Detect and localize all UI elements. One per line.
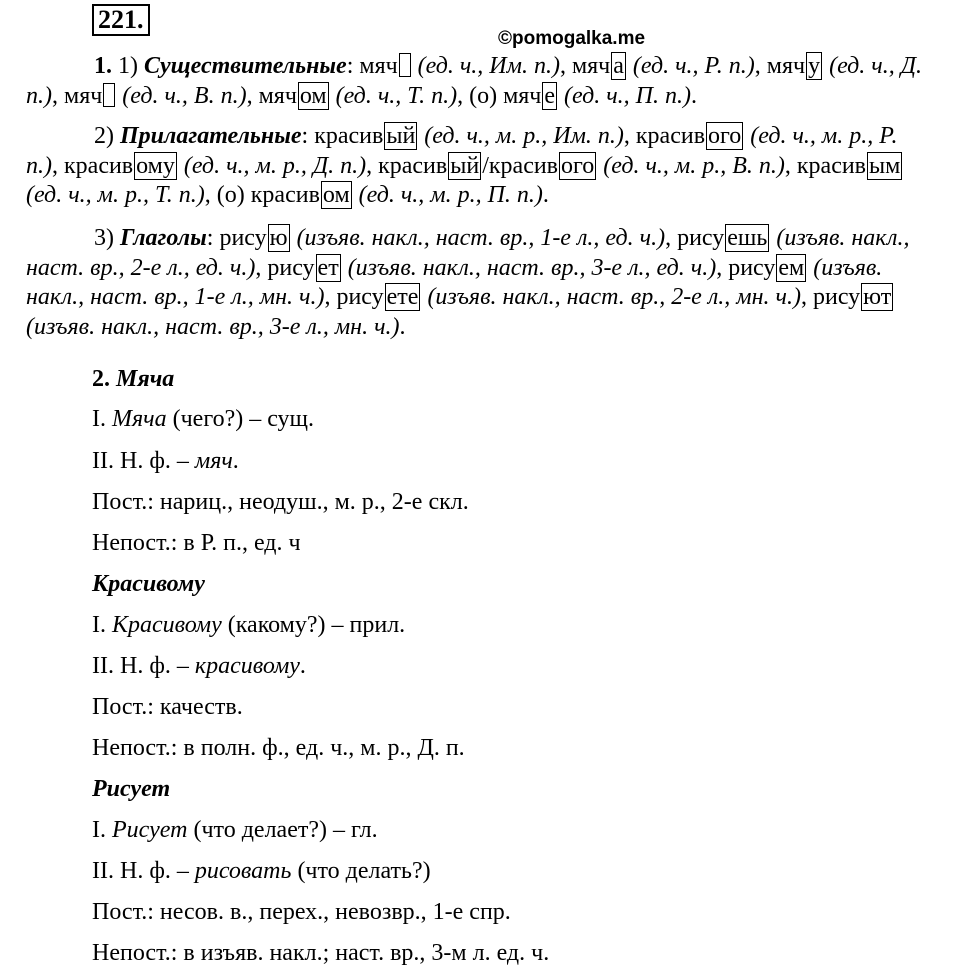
noun-form: (о) мяч е (ед. ч., П. п.) [469, 82, 691, 109]
ending-box: ом [322, 182, 350, 208]
ending-box: ому [136, 152, 175, 179]
analysis-line: II. Н. ф. – мяч. [92, 448, 239, 474]
adjective-form: красив ому (ед. ч., м. р., Д. п.) [64, 152, 367, 179]
verbs-title: Глаголы [120, 225, 207, 251]
noun-form: мяч (ед. ч., В. п.) [64, 82, 247, 109]
ending-box: ете [386, 284, 419, 310]
exercise-number: 221. [92, 4, 150, 36]
analysis-line: II. Н. ф. – рисовать (что делать?) [92, 858, 431, 884]
verb-form: рису ешь (изъяв. накл., наст. вр., 2-е л., ед. ч.) [26, 225, 910, 281]
ending-box: ый [450, 152, 480, 179]
analysis-line: II. Н. ф. – красивому. [92, 653, 306, 679]
ending-box: ем [778, 254, 805, 281]
ending-box: ют [863, 284, 892, 310]
verb-form: рису ю (изъяв. накл., наст. вр., 1-е л., ед. ч.) [219, 225, 666, 251]
zero-ending-box [399, 53, 411, 77]
analysis-line: Пост.: несов. в., перех., невозвр., 1-е спр. [92, 899, 511, 925]
word-heading [92, 774, 170, 804]
noun-form: мяч (ед. ч., Им. п.) [359, 53, 560, 79]
adjectives-sub-number: 2) [94, 123, 114, 149]
ending-box: ом [299, 82, 327, 109]
ending-box: ого [708, 123, 742, 149]
adjective-form: красив ым (ед. ч., м. р., Т. п.) [26, 152, 901, 208]
part2-number: 2. [92, 366, 110, 392]
part1-number: 1. [94, 53, 112, 79]
analysis-line: Пост.: качеств. [92, 694, 243, 720]
analysis-line: I. Рисует (что делает?) – гл. [92, 817, 378, 843]
analysis-line: I. Красивому (какому?) – прил. [92, 612, 406, 638]
verb-form: рису ют (изъяв. накл., наст. вр., 3-е л., мн. ч.) [26, 284, 892, 340]
adjectives-title: Прилагательные [120, 123, 302, 149]
adjective-form: красив ый (ед. ч., м. р., Им. п.) [314, 123, 624, 149]
word-title: Рисует [92, 776, 171, 802]
ending-box: ешь [727, 225, 768, 251]
analysis-line: Непост.: в Р. п., ед. ч [92, 530, 301, 556]
analysis-line: I. Мяча (чего?) – сущ. [92, 406, 315, 432]
analysis-line: Непост.: в изъяв. накл.; наст. вр., 3-м л. ед. ч. [92, 940, 550, 966]
verbs-paragraph: 3) Глаголы: рису ю (изъяв. накл., наст. вр., 1-е л., ед. ч.), рису ешь (изъяв. накл., наст. вр., 2-е л., ед. ч.), рису ет (изъяв. накл., наст. вр., 3-е л., ед. ч.), рису ем (изъяв. накл., наст. вр., 1-е л., мн. ч.), рису ете (изъяв. накл., наст. вр., 2-е л., мн. ч.), рису ют (изъяв. накл., наст. вр., 3-е л., мн. ч.). [26, 225, 910, 340]
adjective-form: красив ый /красив ого (ед. ч., м. р., В. п.) [378, 152, 785, 179]
adjective-form: (о) красив ом (ед. ч., м. р., П. п.) [216, 182, 543, 208]
ending-box: ый [386, 123, 416, 149]
ending-box: е [544, 82, 556, 109]
ending-box: а [613, 53, 624, 79]
noun-form: мяч ом (ед. ч., Т. п.) [258, 82, 458, 109]
zero-ending-box [103, 83, 115, 107]
verb-form: рису ете (изъяв. накл., наст. вр., 2-е л., мн. ч.) [336, 284, 801, 310]
word-title: Мяча [116, 366, 175, 392]
word-heading [92, 569, 205, 599]
analysis-line: Пост.: нариц., неодуш., м. р., 2-е скл. [92, 489, 469, 515]
word-title: Красивому [92, 571, 205, 597]
adjectives-paragraph: 2) Прилагательные: красив ый (ед. ч., м. р., Им. п.), красив ого (ед. ч., м. р., Р. п.), красив ому (ед. ч., м. р., Д. п.), красив ый /красив ого (ед. ч., м. р., В. п.), красив ым (ед. ч., м. р., Т. п.), (о) красив ом (ед. ч., м. р., П. п.). [26, 122, 926, 211]
part2-heading [92, 364, 174, 394]
ending-box: ым [869, 152, 901, 179]
adjective-form: красив ого (ед. ч., м. р., Р. п.) [26, 123, 898, 179]
ending-box: ого [561, 152, 595, 179]
nouns-paragraph: 1. 1) Существительные: мяч (ед. ч., Им. п.), мяч а (ед. ч., Р. п.), мяч у (ед. ч., Д. п.), мяч (ед. ч., В. п.), мяч ом (ед. ч., Т. п.), (о) мяч е (ед. ч., П. п.). [26, 53, 922, 109]
ending-box: ет [317, 254, 339, 281]
nouns-title: Существительные [144, 53, 347, 79]
ending-box: у [808, 53, 821, 79]
verb-form: рису ем (изъяв. накл., наст. вр., 1-е л., мн. ч.) [26, 254, 883, 310]
noun-form: мяч а (ед. ч., Р. п.) [571, 53, 755, 79]
verbs-sub-number: 3) [94, 225, 114, 251]
nouns-sub-number: 1) [118, 53, 138, 79]
watermark: ©pomogalka.me [498, 28, 646, 49]
ending-box: ю [269, 225, 288, 251]
noun-form: мяч у (ед. ч., Д. п.) [26, 53, 922, 109]
analysis-line: Непост.: в полн. ф., ед. ч., м. р., Д. п. [92, 735, 465, 761]
verb-form: рису ет (изъяв. накл., наст. вр., 3-е л., ед. ч.) [267, 254, 717, 281]
